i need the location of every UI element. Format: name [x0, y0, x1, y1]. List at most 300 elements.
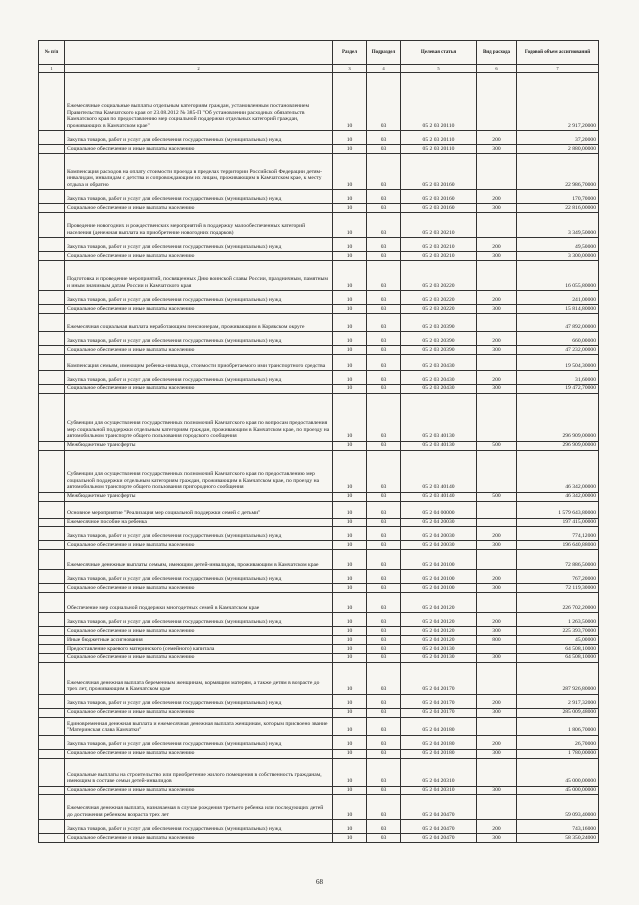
row-amount: 2 917,32000	[517, 694, 599, 708]
row-num	[39, 261, 65, 291]
row-name: Ежемесячные денежные выплаты семьям, имеющим детей-инвалидов, проживающим в Камчатском крае	[65, 550, 333, 570]
row-num	[39, 518, 65, 527]
row-num	[39, 708, 65, 717]
row-exptype: 200	[477, 238, 517, 252]
header-colnum-1: 1	[39, 65, 65, 73]
table-row	[39, 450, 599, 492]
row-exptype: 300	[477, 305, 517, 314]
row-num	[39, 834, 65, 843]
row-name: Закупка товаров, работ и услуг для обеспечения государственных (муниципальных) нужд	[65, 613, 333, 627]
header-exptype: Вид расхода	[477, 41, 517, 65]
row-exptype	[477, 354, 517, 370]
row-amount: 31,60000	[517, 370, 599, 384]
row-num	[39, 749, 65, 758]
row-section: 10	[333, 441, 367, 450]
row-amount: 47 232,00000	[517, 345, 599, 354]
table-row	[39, 305, 599, 314]
row-section: 10	[333, 749, 367, 758]
row-target: 05 2 03 20210	[401, 238, 477, 252]
row-amount: 46 342,00000	[517, 450, 599, 492]
row-num	[39, 820, 65, 834]
row-section: 10	[333, 393, 367, 441]
row-target: 05 2 03 20390	[401, 331, 477, 345]
row-section: 10	[333, 501, 367, 518]
row-num	[39, 291, 65, 305]
row-target: 05 2 04 20120	[401, 636, 477, 645]
header-num: № п/п	[39, 41, 65, 65]
row-exptype: 300	[477, 204, 517, 213]
row-name: Межбюджетные трансферты	[65, 492, 333, 501]
table-row	[39, 786, 599, 795]
row-exptype: 200	[477, 820, 517, 834]
row-exptype: 200	[477, 694, 517, 708]
table-row	[39, 261, 599, 291]
row-num	[39, 252, 65, 261]
row-name: Обеспечение мер социальной поддержки многодетных семей в Камчатском крае	[65, 593, 333, 613]
row-amount: 774,12000	[517, 527, 599, 541]
row-exptype	[477, 518, 517, 527]
row-exptype: 200	[477, 527, 517, 541]
row-target: 05 2 03 20220	[401, 291, 477, 305]
row-name: Социальное обеспечение и иные выплаты населению	[65, 145, 333, 154]
row-amount: 47 892,00000	[517, 313, 599, 331]
row-target: 05 2 03 20430	[401, 354, 477, 370]
table-row	[39, 708, 599, 717]
row-target: 05 2 03 20110	[401, 145, 477, 154]
row-section: 10	[333, 370, 367, 384]
row-amount: 285 009,48000	[517, 708, 599, 717]
row-amount: 743,16000	[517, 820, 599, 834]
row-name: Иные бюджетные ассигнования	[65, 636, 333, 645]
row-name: Закупка товаров, работ и услуг для обеспечения государственных (муниципальных) нужд	[65, 735, 333, 749]
row-amount: 3 349,50000	[517, 213, 599, 238]
row-amount: 59 093,40000	[517, 795, 599, 820]
row-section: 10	[333, 527, 367, 541]
row-target: 05 2 03 20160	[401, 154, 477, 190]
row-exptype: 200	[477, 190, 517, 204]
row-name: Компенсация семьям, имеющим ребенка-инвалида, стоимости приобретаемого ими транспортного средства	[65, 354, 333, 370]
row-exptype: 200	[477, 613, 517, 627]
row-amount: 1 780,00000	[517, 749, 599, 758]
row-section: 10	[333, 305, 367, 314]
row-section: 10	[333, 354, 367, 370]
table-row	[39, 749, 599, 758]
table-row	[39, 820, 599, 834]
row-exptype	[477, 662, 517, 694]
row-target: 05 2 04 20180	[401, 717, 477, 735]
row-section: 10	[333, 261, 367, 291]
table-row	[39, 518, 599, 527]
row-section: 10	[333, 73, 367, 131]
row-exptype: 200	[477, 131, 517, 145]
row-name: Социальное обеспечение и иные выплаты населению	[65, 708, 333, 717]
row-subsection: 03	[367, 653, 401, 662]
row-subsection: 03	[367, 190, 401, 204]
row-num	[39, 613, 65, 627]
row-name: Закупка товаров, работ и услуг для обеспечения государственных (муниципальных) нужд	[65, 370, 333, 384]
row-target: 05 2 03 20390	[401, 313, 477, 331]
row-target: 05 2 03 20110	[401, 73, 477, 131]
table-row	[39, 627, 599, 636]
row-exptype: 200	[477, 291, 517, 305]
row-exptype: 200	[477, 570, 517, 584]
row-section: 10	[333, 492, 367, 501]
row-subsection: 03	[367, 694, 401, 708]
row-name: Закупка товаров, работ и услуг для обеспечения государственных (муниципальных) нужд	[65, 131, 333, 145]
row-num	[39, 331, 65, 345]
table-row	[39, 527, 599, 541]
row-name: Субвенции для осуществления государственных полномочий Камчатского края по предоставлению мер социальной поддержки отдельным категориям граждан, проживающим в Камчатском крае, по проезду на автомобильном транспорте общего пользования пригородного сообщения	[65, 450, 333, 492]
row-section: 10	[333, 593, 367, 613]
row-subsection: 03	[367, 238, 401, 252]
row-subsection: 03	[367, 354, 401, 370]
row-subsection: 03	[367, 313, 401, 331]
row-subsection: 03	[367, 527, 401, 541]
row-amount: 2 880,00000	[517, 145, 599, 154]
row-target: 05 2 03 20110	[401, 131, 477, 145]
row-section: 10	[333, 291, 367, 305]
row-num	[39, 627, 65, 636]
row-subsection: 03	[367, 131, 401, 145]
table-body	[39, 73, 599, 843]
row-section: 10	[333, 708, 367, 717]
table-row	[39, 441, 599, 450]
row-target: 05 2 03 40140	[401, 450, 477, 492]
row-name: Социальное обеспечение и иные выплаты населению	[65, 834, 333, 843]
row-num	[39, 584, 65, 593]
row-amount: 225 393,70000	[517, 627, 599, 636]
table-row	[39, 795, 599, 820]
table-row	[39, 313, 599, 331]
row-name: Субвенции для осуществления государственных полномочий Камчатского края по вопросам предоставления мер социальной поддержки отдельным категориям граждан, проживающим в Камчатском крае, по проезду на автомобильном транспорте общего пользования городского сообщения	[65, 393, 333, 441]
row-num	[39, 393, 65, 441]
row-target: 05 2 04 20130	[401, 644, 477, 653]
row-subsection: 03	[367, 541, 401, 550]
row-amount: 15 814,80000	[517, 305, 599, 314]
table-row	[39, 644, 599, 653]
row-target: 05 2 03 40140	[401, 492, 477, 501]
row-exptype	[477, 501, 517, 518]
row-section: 10	[333, 636, 367, 645]
row-section: 10	[333, 786, 367, 795]
row-section: 10	[333, 662, 367, 694]
row-num	[39, 550, 65, 570]
table-row	[39, 541, 599, 550]
row-subsection: 03	[367, 786, 401, 795]
row-section: 10	[333, 345, 367, 354]
row-exptype	[477, 154, 517, 190]
table-row	[39, 758, 599, 786]
row-amount: 45 000,00000	[517, 758, 599, 786]
header-colnum-4: 4	[367, 65, 401, 73]
row-section: 10	[333, 331, 367, 345]
row-subsection: 03	[367, 213, 401, 238]
table-row	[39, 73, 599, 131]
row-subsection: 03	[367, 291, 401, 305]
row-num	[39, 758, 65, 786]
row-target: 05 2 03 20220	[401, 305, 477, 314]
row-exptype	[477, 795, 517, 820]
row-name: Ежемесячные социальные выплаты отдельным категориям граждан, установленным постановлением Правительства Камчатского края от 23.08.2012 № 385-П "Об установлении расходных обязательств Камчатского края по предоставлению мер социальной поддержки отдельных категорий граждан, проживающих в Камчатском крае"	[65, 73, 333, 131]
row-target: 05 2 04 20180	[401, 749, 477, 758]
row-num	[39, 441, 65, 450]
row-subsection: 03	[367, 501, 401, 518]
row-subsection: 03	[367, 593, 401, 613]
row-section: 10	[333, 735, 367, 749]
header-colnum-6: 6	[477, 65, 517, 73]
row-section: 10	[333, 204, 367, 213]
row-name: Социальное обеспечение и иные выплаты населению	[65, 749, 333, 758]
row-section: 10	[333, 694, 367, 708]
row-name: Закупка товаров, работ и услуг для обеспечения государственных (муниципальных) нужд	[65, 331, 333, 345]
row-section: 10	[333, 644, 367, 653]
row-exptype: 300	[477, 384, 517, 393]
row-exptype: 300	[477, 708, 517, 717]
row-name: Социальное обеспечение и иные выплаты населению	[65, 584, 333, 593]
row-num	[39, 313, 65, 331]
table-row	[39, 550, 599, 570]
row-subsection: 03	[367, 584, 401, 593]
table-row	[39, 636, 599, 645]
row-subsection: 03	[367, 261, 401, 291]
row-name: Социальное обеспечение и иные выплаты населению	[65, 305, 333, 314]
row-target: 05 2 04 20100	[401, 550, 477, 570]
row-exptype: 300	[477, 541, 517, 550]
row-subsection: 03	[367, 145, 401, 154]
row-exptype	[477, 73, 517, 131]
row-num	[39, 786, 65, 795]
row-target: 05 2 04 20310	[401, 786, 477, 795]
table-row	[39, 735, 599, 749]
row-amount: 72 886,50000	[517, 550, 599, 570]
row-name: Закупка товаров, работ и услуг для обеспечения государственных (муниципальных) нужд	[65, 190, 333, 204]
row-name: Социальное обеспечение и иные выплаты населению	[65, 627, 333, 636]
row-subsection: 03	[367, 613, 401, 627]
row-exptype	[477, 550, 517, 570]
row-amount: 287 926,80000	[517, 662, 599, 694]
row-target: 05 2 03 20430	[401, 370, 477, 384]
row-section: 10	[333, 213, 367, 238]
row-amount: 767,20000	[517, 570, 599, 584]
row-exptype	[477, 644, 517, 653]
row-section: 10	[333, 541, 367, 550]
row-num	[39, 795, 65, 820]
row-subsection: 03	[367, 345, 401, 354]
row-exptype	[477, 593, 517, 613]
row-name: Закупка товаров, работ и услуг для обеспечения государственных (муниципальных) нужд	[65, 820, 333, 834]
table-row	[39, 370, 599, 384]
row-exptype: 200	[477, 370, 517, 384]
row-num	[39, 492, 65, 501]
row-exptype: 300	[477, 786, 517, 795]
row-num	[39, 213, 65, 238]
row-subsection: 03	[367, 450, 401, 492]
row-exptype: 200	[477, 735, 517, 749]
row-amount: 660,00000	[517, 331, 599, 345]
header-target: Целевая статья	[401, 41, 477, 65]
row-num	[39, 305, 65, 314]
header-subsection: Подраздел	[367, 41, 401, 65]
row-num	[39, 190, 65, 204]
row-amount: 58 350,24000	[517, 834, 599, 843]
row-name: Межбюджетные трансферты	[65, 441, 333, 450]
row-target: 05 2 03 20160	[401, 204, 477, 213]
row-section: 10	[333, 653, 367, 662]
row-section: 10	[333, 238, 367, 252]
table-row	[39, 345, 599, 354]
row-subsection: 03	[367, 570, 401, 584]
row-section: 10	[333, 795, 367, 820]
table-row	[39, 291, 599, 305]
table-row	[39, 584, 599, 593]
row-num	[39, 145, 65, 154]
row-amount: 296 909,00000	[517, 393, 599, 441]
row-amount: 3 300,00000	[517, 252, 599, 261]
row-amount: 22 986,70000	[517, 154, 599, 190]
row-section: 10	[333, 313, 367, 331]
row-amount: 1 579 643,80000	[517, 501, 599, 518]
row-amount: 19 472,70000	[517, 384, 599, 393]
row-name: Закупка товаров, работ и услуг для обеспечения государственных (муниципальных) нужд	[65, 694, 333, 708]
row-exptype	[477, 758, 517, 786]
row-target: 05 2 03 20220	[401, 261, 477, 291]
row-section: 10	[333, 584, 367, 593]
row-exptype: 300	[477, 345, 517, 354]
row-name: Социальное обеспечение и иные выплаты населению	[65, 384, 333, 393]
row-subsection: 03	[367, 384, 401, 393]
row-name: Закупка товаров, работ и услуг для обеспечения государственных (муниципальных) нужд	[65, 291, 333, 305]
row-amount: 26,70000	[517, 735, 599, 749]
row-exptype: 300	[477, 749, 517, 758]
row-subsection: 03	[367, 749, 401, 758]
table-row	[39, 501, 599, 518]
row-exptype	[477, 393, 517, 441]
row-subsection: 03	[367, 795, 401, 820]
row-target: 05 2 03 20160	[401, 190, 477, 204]
row-name: Закупка товаров, работ и услуг для обеспечения государственных (муниципальных) нужд	[65, 238, 333, 252]
header-colnum-5: 5	[401, 65, 477, 73]
header-name	[65, 41, 333, 65]
row-amount: 22 816,00000	[517, 204, 599, 213]
row-name: Социальное обеспечение и иные выплаты населению	[65, 786, 333, 795]
row-subsection: 03	[367, 441, 401, 450]
row-num	[39, 384, 65, 393]
row-num	[39, 370, 65, 384]
row-target: 05 2 04 20120	[401, 613, 477, 627]
row-name: Социальные выплаты на строительство или приобретение жилого помещения в собственность гражданам, имеющим в составе семьи детей-инвалидов	[65, 758, 333, 786]
row-subsection: 03	[367, 204, 401, 213]
row-exptype: 200	[477, 331, 517, 345]
row-num	[39, 527, 65, 541]
row-target: 05 2 03 40130	[401, 441, 477, 450]
row-target: 05 2 03 20390	[401, 345, 477, 354]
row-subsection: 03	[367, 758, 401, 786]
table-row	[39, 393, 599, 441]
row-exptype: 300	[477, 252, 517, 261]
row-target: 05 2 04 20310	[401, 758, 477, 786]
row-subsection: 03	[367, 305, 401, 314]
row-num	[39, 501, 65, 518]
row-amount: 197 415,00000	[517, 518, 599, 527]
row-amount: 64 508,10000	[517, 644, 599, 653]
row-num	[39, 204, 65, 213]
row-exptype: 300	[477, 584, 517, 593]
table-row	[39, 717, 599, 735]
row-name: Ежемесячная социальная выплата неработающим пенсионерам, проживающим в Корякском округе	[65, 313, 333, 331]
header-colnum-2: 2	[65, 65, 333, 73]
row-subsection: 03	[367, 518, 401, 527]
row-num	[39, 354, 65, 370]
row-exptype: 300	[477, 653, 517, 662]
row-num	[39, 593, 65, 613]
table-row	[39, 213, 599, 238]
row-section: 10	[333, 627, 367, 636]
row-subsection: 03	[367, 627, 401, 636]
row-subsection: 03	[367, 252, 401, 261]
table-row	[39, 834, 599, 843]
row-name: Закупка товаров, работ и услуг для обеспечения государственных (муниципальных) нужд	[65, 527, 333, 541]
row-exptype: 800	[477, 636, 517, 645]
table-header	[39, 41, 599, 73]
row-section: 10	[333, 450, 367, 492]
row-section: 10	[333, 131, 367, 145]
row-num	[39, 717, 65, 735]
row-subsection: 03	[367, 636, 401, 645]
row-name: Компенсация расходов на оплату стоимости проезда в пределах территории Российской Федерации детям-инвалидам, инвалидам с детства и сопровождающим их лицам, проживающим в Камчатском крае, к месту отдыха и обратно	[65, 154, 333, 190]
row-target: 05 2 04 20030	[401, 541, 477, 550]
row-amount: 37,20000	[517, 131, 599, 145]
row-target: 05 2 04 20120	[401, 627, 477, 636]
row-amount: 170,70000	[517, 190, 599, 204]
row-name: Социальное обеспечение и иные выплаты населению	[65, 252, 333, 261]
row-target: 05 2 04 00000	[401, 501, 477, 518]
row-subsection: 03	[367, 154, 401, 190]
row-subsection: 03	[367, 662, 401, 694]
row-target: 05 2 04 20170	[401, 694, 477, 708]
row-exptype	[477, 313, 517, 331]
row-target: 05 2 04 20470	[401, 820, 477, 834]
row-exptype	[477, 213, 517, 238]
table-row	[39, 570, 599, 584]
table-row	[39, 653, 599, 662]
row-target: 05 2 03 20430	[401, 384, 477, 393]
row-name: Подготовка и проведение мероприятий, посвященных Дню воинской славы России, праздничным, памятным и иным значимым датам России и Камчатского края	[65, 261, 333, 291]
row-target: 05 2 04 20100	[401, 584, 477, 593]
row-section: 10	[333, 820, 367, 834]
row-num	[39, 450, 65, 492]
row-amount: 64 508,10000	[517, 653, 599, 662]
row-name: Ежемесячная денежная выплата беременным женщинам, кормящим матерям, а также детям в возрасте до трех лет, проживающим в Камчатском крае	[65, 662, 333, 694]
row-target: 05 2 04 20030	[401, 518, 477, 527]
row-num	[39, 636, 65, 645]
row-subsection: 03	[367, 393, 401, 441]
row-amount: 46 342,00000	[517, 492, 599, 501]
row-num	[39, 345, 65, 354]
row-section: 10	[333, 384, 367, 393]
table-row	[39, 145, 599, 154]
table-row	[39, 252, 599, 261]
row-amount: 1 806,70000	[517, 717, 599, 735]
row-name: Основное мероприятие "Реализация мер социальной поддержки семей с детьми"	[65, 501, 333, 518]
row-target: 05 2 03 40130	[401, 393, 477, 441]
row-exptype	[477, 717, 517, 735]
row-amount: 241,00000	[517, 291, 599, 305]
row-section: 10	[333, 550, 367, 570]
row-exptype: 300	[477, 145, 517, 154]
row-num	[39, 238, 65, 252]
row-subsection: 03	[367, 492, 401, 501]
row-num	[39, 653, 65, 662]
